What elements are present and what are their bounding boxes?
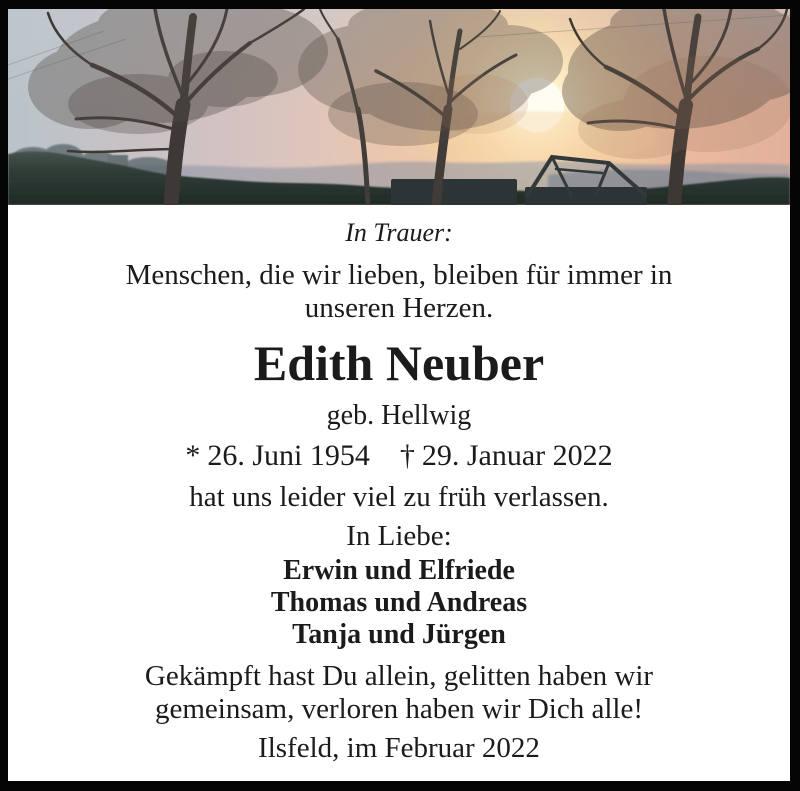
epigraph-line-2: unseren Herzen. [304, 292, 494, 324]
birth-date-group [185, 439, 370, 472]
memorial-photo [8, 9, 790, 205]
sunset-bare-trees-photo [8, 9, 790, 205]
life-dates [8, 439, 790, 473]
mourner-line-2: Thomas und Andreas [270, 587, 528, 618]
closing-line-2: gemeinsam, verloren haben wir Dich alle! [155, 693, 643, 725]
mourner-line-3: Tanja und Jürgen [292, 619, 506, 650]
deceased-name: Edith Neuber [253, 335, 545, 391]
birth-star-icon: * [185, 439, 201, 472]
epigraph [8, 259, 790, 325]
lament-line: hat uns leider viel zu früh verlassen. [189, 481, 609, 513]
epigraph-line-1: Menschen, die wir lieben, bleiben für immer in [125, 259, 673, 291]
place-date-line: Ilsfeld, im Februar 2022 [258, 732, 540, 764]
mourner-line-1: Erwin und Elfriede [283, 555, 515, 586]
in-love-line: In Liebe: [346, 520, 452, 552]
mourners-list [8, 555, 790, 651]
maiden-name: geb. Hellwig [326, 400, 472, 431]
birth-date: 26. Juni 1954 [207, 439, 370, 472]
closing-line-1: Gekämpft hast Du allein, gelitten haben wir [144, 660, 654, 692]
death-date: 29. Januar 2022 [421, 439, 613, 472]
death-cross-icon: † [399, 439, 415, 472]
death-date-group [400, 439, 613, 472]
closing-verse [8, 660, 790, 726]
obituary-text [8, 218, 790, 765]
opening-line: In Trauer: [345, 218, 453, 247]
